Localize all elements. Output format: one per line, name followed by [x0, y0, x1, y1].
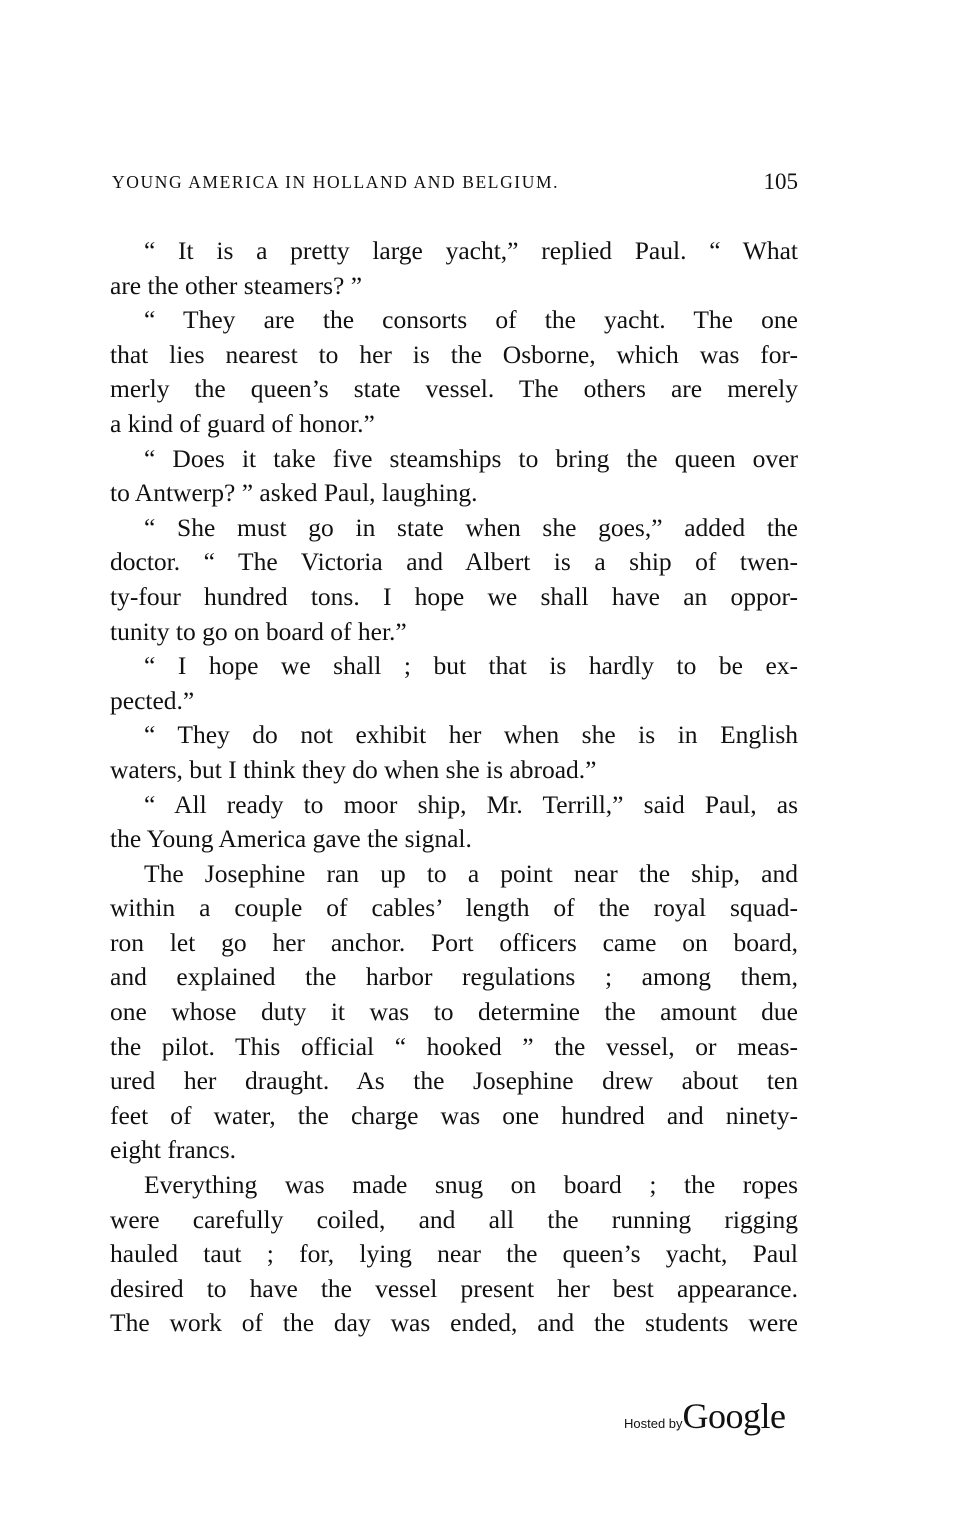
- text-line: “ She must go in state when she goes,” added the: [144, 512, 798, 542]
- hosted-by-label: Hosted by: [624, 1416, 683, 1431]
- text-line: within a couple of cables’ length of the royal squad-: [110, 893, 798, 923]
- text-line: are the other steamers? ”: [110, 270, 363, 300]
- running-head: [112, 169, 798, 194]
- google-logo: Google: [682, 1396, 786, 1436]
- text-line: to Antwerp? ” asked Paul, laughing.: [110, 478, 478, 508]
- text-line: waters, but I think they do when she is abroad.”: [110, 754, 597, 784]
- running-head-title: YOUNG AMERICA IN HOLLAND AND BELGIUM.: [112, 172, 560, 192]
- text-line: a kind of guard of honor.”: [110, 408, 375, 438]
- text-line: and explained the harbor regulations ; among them,: [110, 962, 798, 992]
- page-number: 105: [763, 169, 798, 194]
- text-line: ron let go her anchor. Port officers came on board,: [110, 927, 798, 957]
- text-line: eight francs.: [110, 1135, 237, 1165]
- text-line: tunity to go on board of her.”: [110, 616, 407, 646]
- text-line: desired to have the vessel present her best appearance.: [110, 1273, 798, 1303]
- text-line: “ Does it take five steamships to bring the queen over: [144, 443, 798, 473]
- text-line: “ They do not exhibit her when she is in English: [144, 720, 798, 750]
- text-line: ty-four hundred tons. I hope we shall have an oppor-: [110, 581, 798, 611]
- body-text: [110, 234, 798, 1341]
- text-line: hauled taut ; for, lying near the queen’s yacht, Paul: [110, 1239, 798, 1269]
- text-line: one whose duty it was to determine the amount due: [110, 997, 798, 1027]
- text-line: that lies nearest to her is the Osborne, which was for-: [110, 339, 798, 369]
- text-line: the pilot. This official “ hooked ” the vessel, or meas-: [110, 1031, 798, 1061]
- text-line: “ They are the consorts of the yacht. The one: [144, 305, 798, 335]
- text-line: Everything was made snug on board ; the ropes: [144, 1170, 798, 1200]
- text-line: merly the queen’s state vessel. The others are merely: [110, 374, 798, 404]
- hosted-by-google-mark: [624, 1395, 786, 1437]
- text-line: pected.”: [110, 685, 195, 715]
- text-line: “ I hope we shall ; but that is hardly to be ex-: [144, 651, 798, 681]
- text-line: “ It is a pretty large yacht,” replied Paul. “ What: [144, 236, 798, 265]
- text-line: The Josephine ran up to a point near the ship, and: [144, 858, 798, 888]
- text-line: ured her draught. As the Josephine drew about ten: [110, 1066, 798, 1096]
- text-line: The work of the day was ended, and the students were: [110, 1308, 798, 1338]
- text-line: were carefully coiled, and all the running rigging: [110, 1204, 798, 1234]
- text-line: “ All ready to moor ship, Mr. Terrill,” said Paul, as: [144, 789, 798, 819]
- text-line: the Young America gave the signal.: [110, 824, 472, 854]
- text-line: feet of water, the charge was one hundred and ninety-: [110, 1100, 798, 1130]
- text-line: doctor. “ The Victoria and Albert is a ship of twen-: [110, 547, 798, 577]
